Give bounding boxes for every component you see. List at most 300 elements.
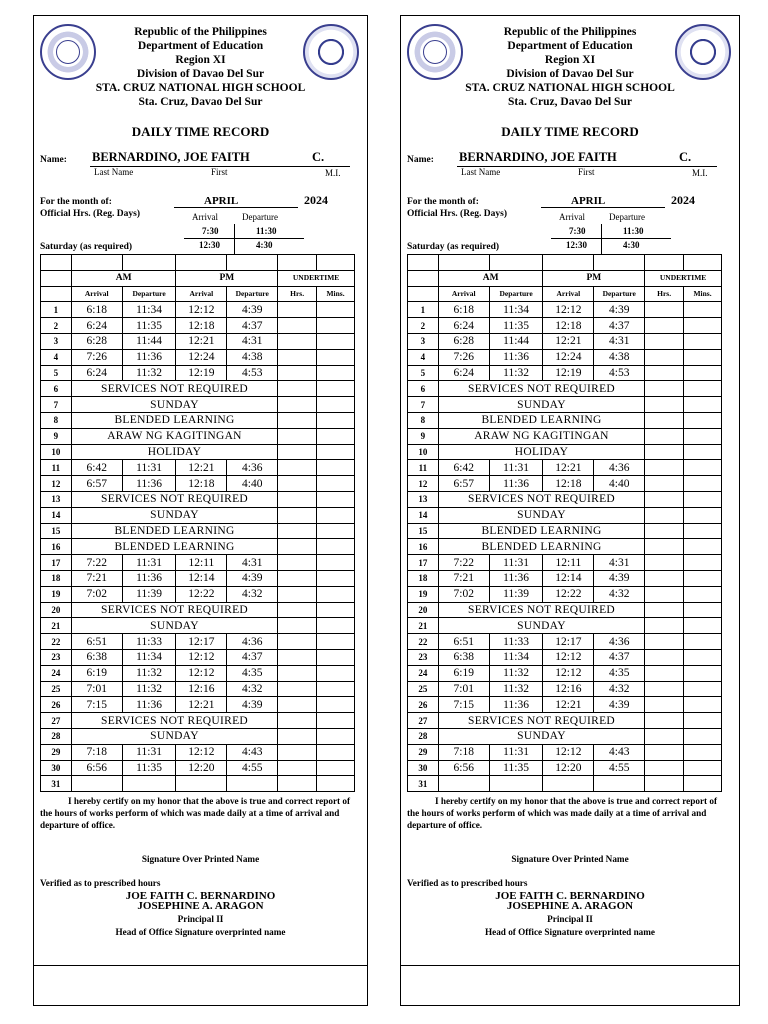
saturday-label: Saturday (as required) [407,242,500,252]
bottom-divider [401,965,739,966]
table-blank-row [41,255,355,271]
table-blank-row [408,255,722,271]
table-row [41,760,355,776]
undertime-mins [317,539,355,555]
pm-departure-time: 4:53 [227,365,278,381]
table-subheader-row [408,286,722,302]
am-arrival-time: 6:42 [71,460,122,476]
undertime-hrs [278,713,317,729]
pm-departure-time: 4:31 [227,333,278,349]
table-row [408,412,722,428]
am-departure-time: 11:31 [122,744,176,760]
undertime-mins [684,760,722,776]
am-arrival-time [438,776,489,792]
pm-arrival-time: 12:21 [176,333,227,349]
division-heading: Division of Davao Del Sur [136,68,265,80]
day-number: 16 [408,539,439,555]
undertime-mins [317,713,355,729]
undertime-mins [684,618,722,634]
day-number: 27 [408,713,439,729]
day-remark: SERVICES NOT REQUIRED [71,381,277,397]
undertime-mins [684,586,722,602]
head-position: Principal II [547,914,593,924]
undertime-hrs [645,333,684,349]
undertime-hrs [645,681,684,697]
undertime-mins [317,760,355,776]
name-label: Name: [407,155,434,165]
pm-arrival-time: 12:18 [176,476,227,492]
am-arrival-time: 6:57 [71,476,122,492]
undertime-mins [684,523,722,539]
pm-arrival-time: 12:12 [176,744,227,760]
school-heading: STA. CRUZ NATIONAL HIGH SCHOOL [95,82,306,94]
name-value: BERNARDINO, JOE FAITH [459,150,617,164]
day-number: 14 [408,507,439,523]
day-remark: ARAW NG KAGITINGAN [71,428,277,444]
pm-departure-time: 4:36 [227,460,278,476]
table-row [41,507,355,523]
undertime-hrs [278,318,317,334]
undertime-hrs [278,634,317,650]
am-departure-time: 11:44 [122,333,176,349]
table-row [41,397,355,413]
pm-arrival-time [176,776,227,792]
undertime-mins [684,428,722,444]
undertime-mins [317,602,355,618]
day-number: 9 [408,428,439,444]
last-name-label: Last Name [94,167,134,177]
undertime-hrs [278,586,317,602]
am-arrival-header: Arrival [438,286,489,302]
pm-departure-time: 4:38 [227,349,278,365]
undertime-hrs [645,665,684,681]
day-subheader-cell [408,286,439,302]
undertime-mins [684,728,722,744]
day-number: 1 [408,302,439,318]
pm-arrival-time: 12:18 [543,318,594,334]
day-remark: SERVICES NOT REQUIRED [71,491,277,507]
table-row [41,444,355,460]
form-title: DAILY TIME RECORD [131,124,270,139]
am-departure-time: 11:32 [489,365,543,381]
pm-arrival-time: 12:12 [543,302,594,318]
am-in-value: 7:30 [202,226,219,236]
table-row [41,539,355,555]
table-row [408,381,722,397]
region-heading: Region XI [544,54,596,66]
table-row [408,649,722,665]
am-departure-time [489,776,543,792]
undertime-mins [317,744,355,760]
pm-arrival-time: 12:22 [176,586,227,602]
pm-departure-time: 4:36 [594,460,645,476]
am-arrival-time: 7:22 [438,555,489,571]
pm-in-value: 12:30 [566,240,587,250]
pm-departure-time: 4:39 [227,302,278,318]
day-number: 18 [41,570,72,586]
undertime-hrs [645,760,684,776]
undertime-mins [684,776,722,792]
am-departure-time: 11:39 [489,586,543,602]
am-arrival-time: 6:42 [438,460,489,476]
official-arrival-label: Arrival [559,212,585,222]
table-row [408,365,722,381]
day-number: 16 [41,539,72,555]
am-arrival-time: 6:38 [438,649,489,665]
day-number: 26 [408,697,439,713]
head-office-label: Head of Office Signature overprinted name [115,927,286,937]
pm-arrival-time: 12:20 [176,760,227,776]
day-number: 12 [41,476,72,492]
undertime-mins [684,491,722,507]
table-row [41,302,355,318]
verified-label: Verified as to prescribed hours [40,878,161,888]
pm-arrival-time: 12:12 [543,649,594,665]
undertime-hrs [278,681,317,697]
name-value: BERNARDINO, JOE FAITH [92,150,250,164]
pm-out-value: 4:30 [623,240,640,250]
am-arrival-time: 6:56 [438,760,489,776]
year-value: 2024 [671,193,695,207]
month-label: For the month of: [40,197,112,207]
pm-arrival-time: 12:11 [543,555,594,571]
am-arrival-time: 6:28 [438,333,489,349]
head-position: Principal II [177,914,224,924]
pm-arrival-time: 12:12 [543,665,594,681]
pm-arrival-time: 12:22 [543,586,594,602]
day-remark: BLENDED LEARNING [71,412,277,428]
month-underline [541,207,665,208]
day-remark: SERVICES NOT REQUIRED [438,713,644,729]
table-row [408,681,722,697]
undertime-mins [684,476,722,492]
day-number: 17 [408,555,439,571]
undertime-hrs [278,349,317,365]
table-row [41,318,355,334]
table-row [408,744,722,760]
day-number: 23 [408,649,439,665]
table-row [408,555,722,571]
undertime-mins [317,618,355,634]
day-number: 11 [41,460,72,476]
am-departure-time: 11:44 [489,333,543,349]
pm-arrival-header: Arrival [543,286,594,302]
undertime-hrs [645,444,684,460]
pm-arrival-time: 12:12 [543,744,594,760]
undertime-mins [684,444,722,460]
day-remark: BLENDED LEARNING [438,412,644,428]
undertime-mins [317,302,355,318]
am-arrival-time: 7:02 [438,586,489,602]
official-arrival-label: Arrival [192,212,218,222]
am-departure-time: 11:32 [489,681,543,697]
signature-label: Signature Over Printed Name [141,854,260,864]
pm-arrival-time: 12:16 [543,681,594,697]
am-arrival-time: 7:18 [71,744,122,760]
am-departure-time: 11:36 [122,570,176,586]
undertime-hrs [645,728,684,744]
day-number: 19 [408,586,439,602]
certification-text: I hereby certify on my honor that the above is true and correct report of the hours of works perform of which was made daily at a time of arrival and departure of office. [40,796,351,830]
day-remark: SERVICES NOT REQUIRED [71,713,277,729]
undertime-mins [684,570,722,586]
undertime-hrs [645,460,684,476]
undertime-hrs [645,302,684,318]
pm-arrival-time: 12:14 [176,570,227,586]
day-remark: SERVICES NOT REQUIRED [438,381,644,397]
pm-departure-time: 4:31 [227,555,278,571]
undertime-mins [684,507,722,523]
am-out-value: 11:30 [256,226,277,236]
undertime-mins [317,523,355,539]
table-row [408,491,722,507]
day-number: 25 [41,681,72,697]
table-row [41,713,355,729]
undertime-mins [317,318,355,334]
day-number: 7 [408,397,439,413]
am-departure-time: 11:36 [489,349,543,365]
day-number: 17 [41,555,72,571]
day-number: 14 [41,507,72,523]
pm-header: PM [543,270,645,286]
day-number: 22 [41,634,72,650]
am-departure-time: 11:39 [122,586,176,602]
table-row [41,618,355,634]
day-remark: HOLIDAY [71,444,277,460]
day-number: 2 [41,318,72,334]
blank-cell [41,255,72,271]
table-row [408,523,722,539]
table-row [41,349,355,365]
am-departure-time: 11:35 [489,760,543,776]
head-name: JOSEPHINE A. ARAGON [506,900,634,912]
pm-departure-time: 4:32 [227,586,278,602]
am-arrival-time: 7:21 [71,570,122,586]
day-number: 15 [41,523,72,539]
certification-text: I hereby certify on my honor that the above is true and correct report of the hours of works perform of which was made daily at a time of arrival and departure of office. [407,796,718,830]
am-arrival-time: 6:18 [438,302,489,318]
undertime-hrs [278,760,317,776]
pm-departure-header: Departure [594,286,645,302]
day-number: 10 [41,444,72,460]
pm-departure-time: 4:37 [227,649,278,665]
blank-cell [408,255,439,271]
undertime-mins [684,634,722,650]
pm-arrival-time: 12:14 [543,570,594,586]
blank-cell [489,255,543,271]
day-remark: SUNDAY [71,507,277,523]
am-arrival-time: 6:24 [71,365,122,381]
undertime-mins-header: Mins. [684,286,722,302]
day-number: 2 [408,318,439,334]
table-row [41,586,355,602]
day-number: 28 [41,728,72,744]
pm-departure-time: 4:40 [227,476,278,492]
pm-departure-time: 4:40 [594,476,645,492]
am-arrival-time: 7:21 [438,570,489,586]
undertime-mins [317,365,355,381]
table-row [408,476,722,492]
day-number: 23 [41,649,72,665]
am-arrival-time: 7:18 [438,744,489,760]
undertime-header: UNDERTIME [278,270,355,286]
dtr-form [34,16,367,1005]
day-number: 13 [408,491,439,507]
month-underline [174,207,298,208]
undertime-hrs [278,555,317,571]
am-departure-time: 11:35 [122,760,176,776]
undertime-hrs [645,744,684,760]
table-row [41,365,355,381]
pm-arrival-time: 12:16 [176,681,227,697]
blank-cell [594,255,645,271]
undertime-hrs [278,333,317,349]
undertime-mins [684,349,722,365]
mi-underline [675,166,717,167]
undertime-mins [684,649,722,665]
pm-departure-time: 4:43 [594,744,645,760]
day-remark: SUNDAY [71,728,277,744]
table-subheader-row [41,286,355,302]
day-number: 11 [408,460,439,476]
am-departure-time: 11:34 [122,649,176,665]
day-number: 24 [408,665,439,681]
first-name-label: First [211,167,228,177]
bottom-divider [34,965,367,966]
table-row [408,760,722,776]
day-number: 27 [41,713,72,729]
undertime-hrs [645,523,684,539]
am-departure-time: 11:32 [122,665,176,681]
undertime-hrs [278,570,317,586]
official-hours-label: Official Hrs. (Reg. Days) [40,209,140,219]
day-remark: BLENDED LEARNING [438,539,644,555]
undertime-hrs [278,697,317,713]
pm-arrival-time: 12:24 [176,349,227,365]
day-number: 3 [408,333,439,349]
day-remark: SUNDAY [71,618,277,634]
undertime-hrs [645,776,684,792]
department-heading: Department of Education [137,40,264,52]
table-row [408,618,722,634]
day-remark: ARAW NG KAGITINGAN [438,428,644,444]
day-remark: SERVICES NOT REQUIRED [71,602,277,618]
am-out-value: 11:30 [623,226,644,236]
day-number: 25 [408,681,439,697]
table-row [41,570,355,586]
day-number: 29 [41,744,72,760]
undertime-hrs [645,397,684,413]
undertime-hrs [278,744,317,760]
official-departure-label: Departure [609,212,645,222]
am-departure-time: 11:32 [122,365,176,381]
am-departure-time [122,776,176,792]
pm-arrival-time: 12:21 [176,460,227,476]
undertime-mins [317,697,355,713]
day-subheader-cell [41,286,72,302]
table-row [41,333,355,349]
mi-label: M.I. [325,168,341,178]
pm-arrival-time [543,776,594,792]
undertime-mins [684,302,722,318]
undertime-hrs [645,697,684,713]
table-row [408,302,722,318]
day-number: 5 [408,365,439,381]
pm-departure-time: 4:31 [594,555,645,571]
undertime-hrs [278,776,317,792]
undertime-hrs [278,728,317,744]
table-row [41,381,355,397]
pm-departure-time: 4:32 [594,681,645,697]
table-row [41,744,355,760]
day-number: 30 [408,760,439,776]
pm-arrival-time: 12:21 [543,333,594,349]
undertime-hrs [645,349,684,365]
table-row [408,697,722,713]
am-arrival-time [71,776,122,792]
day-remark: SUNDAY [438,507,644,523]
pm-departure-time: 4:35 [594,665,645,681]
saturday-label: Saturday (as required) [40,242,133,252]
pm-departure-time: 4:39 [594,302,645,318]
am-departure-time: 11:34 [122,302,176,318]
undertime-mins [317,444,355,460]
am-departure-time: 11:31 [122,555,176,571]
table-row [408,460,722,476]
am-departure-time: 11:35 [489,318,543,334]
pm-arrival-time: 12:12 [176,302,227,318]
undertime-mins [317,476,355,492]
undertime-mins [317,349,355,365]
undertime-hrs [278,507,317,523]
undertime-mins [317,634,355,650]
table-row [408,507,722,523]
pm-departure-time: 4:39 [594,570,645,586]
undertime-mins [317,333,355,349]
am-departure-header: Departure [122,286,176,302]
undertime-mins [684,412,722,428]
am-departure-time: 11:36 [122,697,176,713]
day-number: 22 [408,634,439,650]
table-row [41,555,355,571]
am-departure-time: 11:32 [489,665,543,681]
day-number: 9 [41,428,72,444]
undertime-mins [684,381,722,397]
am-arrival-time: 6:19 [438,665,489,681]
table-row [41,697,355,713]
blank-cell [176,255,227,271]
undertime-mins [317,649,355,665]
table-row [408,570,722,586]
table-row [408,586,722,602]
address-heading: Sta. Cruz, Davao Del Sur [138,96,263,108]
day-number: 19 [41,586,72,602]
official-hours-divider [601,224,602,254]
official-hours-underline [551,238,671,239]
undertime-mins [684,744,722,760]
month-value: APRIL [571,195,606,207]
am-arrival-time: 6:57 [438,476,489,492]
blank-cell [71,255,122,271]
day-number: 26 [41,697,72,713]
am-departure-time: 11:36 [489,570,543,586]
pm-departure-time: 4:36 [594,634,645,650]
pm-arrival-time: 12:18 [176,318,227,334]
pm-departure-time: 4:55 [227,760,278,776]
official-hours-underline [184,238,304,239]
pm-departure-time: 4:39 [227,570,278,586]
am-departure-time: 11:32 [122,681,176,697]
